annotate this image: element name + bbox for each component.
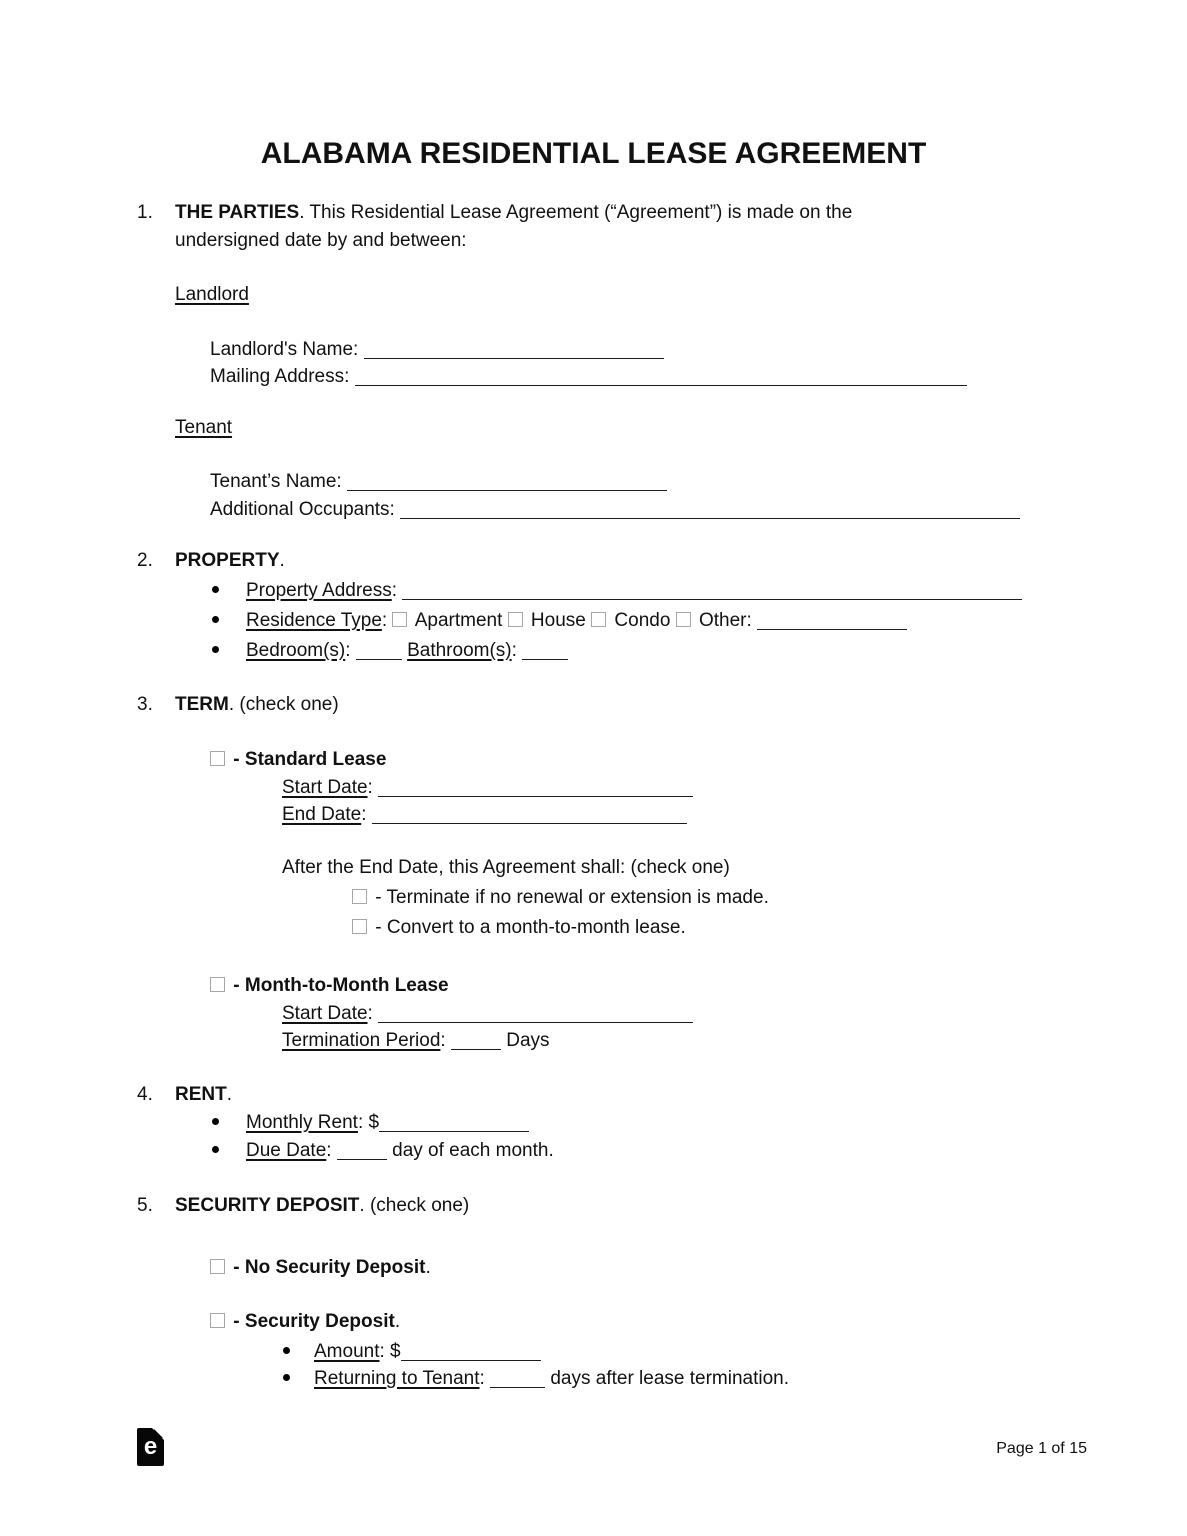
month-to-month-checkbox[interactable] [210, 977, 225, 992]
property-address-blank[interactable] [402, 585, 1022, 600]
month-to-month-label: Month-to-Month Lease [244, 975, 449, 996]
bullet-icon [212, 646, 219, 653]
returning-to-tenant-row: Returning to Tenant: days after lease termination. [283, 1365, 789, 1393]
landlord-name-row [210, 336, 664, 364]
standard-lease-label: Standard Lease [244, 749, 387, 770]
terminate-option-row: - Terminate if no renewal or extension is made. [352, 884, 769, 912]
end-date-label: End Date [282, 804, 362, 825]
section-parties-heading [137, 199, 852, 227]
section-number: 5. [137, 1195, 153, 1216]
bathrooms-blank[interactable] [522, 645, 568, 660]
landlord-heading: Landlord [175, 284, 249, 305]
residence-type-row: Residence Type: Apartment House Condo Other: [212, 607, 907, 635]
deposit-amount-label: Amount [314, 1341, 380, 1362]
standard-lease-checkbox[interactable] [210, 751, 225, 766]
bullet-icon [283, 1374, 290, 1381]
tenant-occupants-blank[interactable] [400, 504, 1020, 519]
returning-to-tenant-label: Returning to Tenant [314, 1368, 480, 1389]
tenant-heading: Tenant [175, 417, 233, 438]
security-deposit-row: - Security Deposit. [210, 1308, 400, 1336]
bullet-icon [212, 586, 219, 593]
residence-type-label: Residence Type [246, 610, 382, 631]
section-title: RENT [175, 1084, 227, 1105]
dollar-sign: $ [368, 1112, 380, 1133]
property-address-row: Property Address: [212, 577, 1022, 605]
logo-letter: e [143, 1433, 158, 1460]
section-number: 2. [137, 550, 153, 571]
due-date-blank[interactable] [337, 1145, 387, 1160]
start-date-label: Start Date [282, 777, 368, 798]
property-address-label: Property Address [246, 580, 392, 601]
terminate-option-label: Terminate if no renewal or extension is made. [386, 887, 769, 908]
section-property-heading: 2. PROPERTY. [137, 547, 285, 575]
standard-lease-row: - Standard Lease [210, 746, 386, 774]
tenant-name-row [210, 468, 667, 496]
terminate-checkbox[interactable] [352, 889, 367, 904]
termination-period-label: Termination Period [282, 1030, 441, 1051]
security-deposit-label: Security Deposit [244, 1311, 395, 1332]
eforms-logo [137, 1428, 164, 1466]
landlord-address-row [210, 363, 967, 391]
landlord-name-blank[interactable] [364, 344, 664, 359]
section-number: 3. [137, 694, 153, 715]
standard-start-date-row: Start Date: [282, 774, 693, 802]
section-parties-text-line1: . This Residential Lease Agreement (“Agreement”) is made on the [299, 202, 853, 223]
dollar-sign: $ [390, 1341, 401, 1362]
section-number: 4. [137, 1084, 153, 1105]
returning-suffix: days after lease termination. [550, 1368, 790, 1389]
days-suffix: Days [506, 1030, 550, 1051]
other-option-label: Other: [698, 610, 752, 631]
standard-end-date-row: End Date: [282, 801, 687, 829]
monthly-rent-row: Monthly Rent: $ [212, 1109, 529, 1137]
condo-option-label: Condo [614, 610, 671, 631]
bullet-icon [283, 1347, 290, 1354]
month-to-month-row: - Month-to-Month Lease [210, 972, 449, 1000]
termination-period-row: Termination Period: Days [282, 1030, 550, 1051]
security-deposit-checkbox[interactable] [210, 1313, 225, 1328]
section-title: SECURITY DEPOSIT [175, 1195, 360, 1216]
section-deposit-heading: 5. SECURITY DEPOSIT. (check one) [137, 1192, 469, 1220]
start-date-label: Start Date [282, 1003, 368, 1024]
no-security-deposit-checkbox[interactable] [210, 1259, 225, 1274]
other-residence-blank[interactable] [757, 615, 907, 630]
bullet-icon [212, 1118, 219, 1125]
convert-checkbox[interactable] [352, 919, 367, 934]
due-date-row: Due Date: day of each month. [212, 1137, 554, 1165]
no-security-deposit-label: No Security Deposit [244, 1257, 426, 1278]
apartment-option-label: Apartment [414, 610, 503, 631]
landlord-name-label: Landlord's Name: [210, 339, 359, 360]
no-security-deposit-row: - No Security Deposit. [210, 1254, 431, 1282]
bedrooms-blank[interactable] [356, 645, 402, 660]
house-option-label: House [530, 610, 586, 631]
bedrooms-label: Bedroom(s) [246, 640, 346, 661]
tenant-name-blank[interactable] [347, 476, 667, 491]
monthly-rent-blank[interactable] [379, 1117, 529, 1132]
condo-checkbox[interactable] [591, 612, 606, 627]
returning-to-tenant-blank[interactable] [490, 1373, 545, 1388]
tenant-name-label: Tenant’s Name: [210, 471, 342, 492]
deposit-amount-blank[interactable] [401, 1346, 541, 1361]
m2m-start-date-blank[interactable] [378, 1008, 693, 1023]
section-number: 1. [137, 202, 153, 223]
section-parties-text-line2: undersigned date by and between: [175, 230, 467, 251]
tenant-occupants-label: Additional Occupants: [210, 499, 395, 520]
tenant-occupants-row [210, 496, 1020, 524]
other-checkbox[interactable] [676, 612, 691, 627]
standard-start-date-blank[interactable] [378, 782, 693, 797]
apartment-checkbox[interactable] [392, 612, 407, 627]
deposit-amount-row: Amount: $ [283, 1338, 541, 1366]
section-title: PROPERTY [175, 550, 280, 571]
section-title: TERM [175, 694, 229, 715]
landlord-address-label: Mailing Address: [210, 366, 350, 387]
bedrooms-bathrooms-row: Bedroom(s): Bathroom(s): [212, 637, 568, 665]
termination-period-blank[interactable] [451, 1035, 501, 1050]
bathrooms-label: Bathroom(s) [407, 640, 512, 661]
due-date-suffix: day of each month. [392, 1140, 554, 1161]
after-end-date-text: After the End Date, this Agreement shall: (check one) [282, 857, 730, 878]
convert-option-row: - Convert to a month-to-month lease. [352, 914, 686, 942]
bullet-icon [212, 1146, 219, 1153]
section-rent-heading: 4. RENT. [137, 1081, 232, 1109]
convert-option-label: Convert to a month-to-month lease. [386, 917, 686, 938]
page-number: Page 1 of 15 [996, 1440, 1087, 1457]
section-term-heading: 3. TERM. (check one) [137, 691, 339, 719]
document-title: ALABAMA RESIDENTIAL LEASE AGREEMENT [260, 137, 927, 170]
section-title: THE PARTIES [175, 202, 300, 223]
monthly-rent-label: Monthly Rent [246, 1112, 358, 1133]
landlord-address-blank[interactable] [355, 371, 967, 386]
m2m-start-date-row: Start Date: [282, 1000, 693, 1028]
bullet-icon [212, 616, 219, 623]
due-date-label: Due Date [246, 1140, 327, 1161]
house-checkbox[interactable] [508, 612, 523, 627]
standard-end-date-blank[interactable] [372, 809, 687, 824]
